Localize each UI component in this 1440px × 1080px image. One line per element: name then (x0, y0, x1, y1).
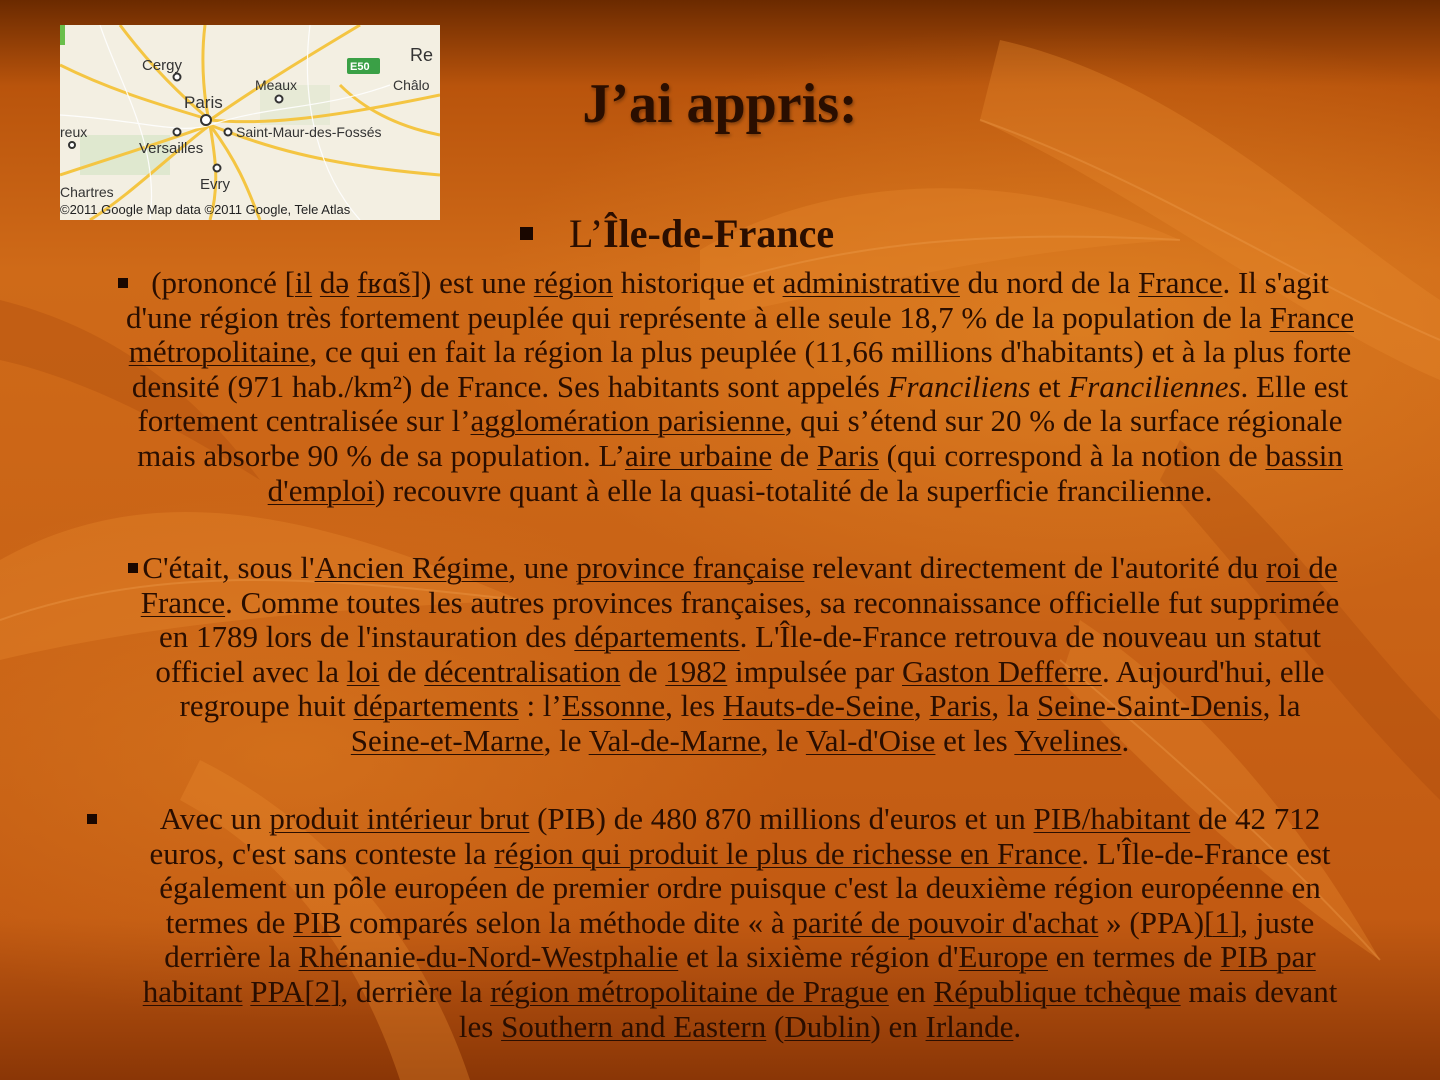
text: Avec un (159, 801, 270, 836)
paragraph-history (140, 551, 1340, 759)
map-attribution: ©2011 Google Map data ©2011 Google, Tele Atlas (60, 202, 351, 217)
link[interactable]: loi (346, 653, 380, 689)
text: et la sixième région d' (678, 939, 959, 975)
link[interactable]: Seine-et-Marne (350, 722, 544, 758)
link[interactable]: də (319, 265, 350, 300)
map-label: Paris (184, 93, 223, 112)
link[interactable]: PIB (293, 904, 342, 940)
italic-text: Franciliennes (1068, 368, 1241, 404)
text: , le (760, 722, 806, 758)
map-label: Cergy (142, 57, 183, 74)
text: de 42 712 euros, c'est sans conteste la (149, 801, 1321, 871)
link[interactable]: Europe (958, 939, 1048, 975)
link[interactable]: Gaston Defferre (902, 653, 1103, 689)
link[interactable]: France métropolitaine (128, 299, 1354, 370)
text: de (772, 437, 817, 473)
map-label: Saint-Maur-des-Fossés (236, 124, 382, 140)
text: en (888, 973, 934, 1009)
text: . Il s'agit d'une région très fortement peuplée qui représente à elle seule 18,7 % de la population de la (126, 265, 1329, 335)
link[interactable]: région qui produit le plus de richesse en France (494, 835, 1082, 871)
map-label: Versailles (139, 140, 204, 157)
link[interactable]: Paris (929, 688, 992, 724)
slide-title: J’ai appris: (582, 73, 858, 135)
text: » (PPA) (1098, 904, 1205, 940)
link[interactable]: PIB par habitant (142, 939, 1316, 1009)
text: du nord de la (959, 265, 1139, 300)
italic-text: Franciliens (887, 368, 1031, 404)
text: , les (665, 688, 723, 724)
map-label: Evry (200, 176, 230, 193)
text: ( (766, 1008, 785, 1044)
link[interactable]: départements (574, 619, 740, 655)
text (349, 265, 357, 300)
link[interactable]: [2] (304, 973, 341, 1009)
text: de (620, 653, 666, 689)
text: et les (935, 722, 1015, 758)
text: historique et (612, 265, 783, 300)
link[interactable]: Ancien Régime (314, 550, 509, 585)
link[interactable]: 1982 (665, 653, 728, 689)
bullet-icon (128, 563, 138, 573)
link[interactable]: région (533, 265, 613, 300)
text: , qui s’étend sur 20 % de la surface régionale mais absorbe 90 % de sa population. L’ (137, 403, 1343, 473)
link[interactable]: il (294, 265, 313, 300)
link[interactable]: France (1138, 265, 1223, 300)
link[interactable]: Rhénanie-du-Nord-Westphalie (298, 939, 679, 975)
text: ]) est une (410, 265, 534, 300)
text: . (1121, 722, 1130, 758)
link[interactable]: Seine-Saint-Denis (1037, 688, 1263, 724)
link[interactable]: Hauts-de-Seine (722, 688, 914, 724)
link[interactable]: République tchèque (933, 973, 1181, 1009)
link[interactable]: départements (353, 688, 519, 724)
text: . Aujourd'hui, elle regroupe huit (179, 653, 1325, 724)
text: en termes de (1047, 939, 1221, 975)
link[interactable]: PIB/habitant (1033, 801, 1191, 836)
text: ) recouvre quant à elle la quasi-totalité de la superficie francilienne. (374, 472, 1213, 508)
text: (prononcé [ (151, 265, 295, 300)
text: mais devant les (458, 973, 1338, 1044)
paragraph-economy (140, 802, 1340, 1044)
link[interactable]: Dublin (784, 1008, 871, 1044)
text: . L'Île-de-France retrouva de nouveau un statut officiel avec la (155, 619, 1322, 689)
text: . Elle est fortement centralisée sur l’ (137, 368, 1349, 439)
text (312, 265, 320, 300)
link[interactable]: PPA (250, 973, 305, 1009)
link[interactable]: agglomération parisienne (470, 403, 785, 439)
subheading (520, 210, 834, 257)
map-label: Re (410, 45, 434, 65)
link[interactable]: roi de France (140, 550, 1338, 620)
text: C'était, sous l' (142, 550, 315, 585)
link[interactable]: [1] (1204, 904, 1241, 940)
text: , derrière la (340, 973, 491, 1009)
text: , le (543, 722, 589, 758)
link[interactable]: région métropolitaine de Prague (490, 973, 889, 1009)
text: , (913, 688, 930, 724)
text: ) en (870, 1008, 926, 1044)
link[interactable]: administrative (782, 265, 960, 300)
link[interactable]: Irlande (925, 1008, 1014, 1044)
text: , juste derrière la (164, 904, 1315, 975)
link[interactable]: province française (576, 550, 805, 585)
text: , la (991, 688, 1037, 724)
text: (qui correspond à la notion de (878, 437, 1266, 473)
map-label: Meaux (255, 77, 298, 93)
link[interactable]: Southern and Eastern (501, 1008, 767, 1044)
text: : l’ (518, 688, 562, 724)
link[interactable]: parité de pouvoir d'achat (792, 904, 1099, 940)
subheading-title: Île-de-France (603, 211, 835, 256)
link[interactable]: Paris (816, 437, 879, 473)
text: . L'Île-de-France est également un pôle européen de premier ordre puisque c'est la deuxième région européenne en termes de (159, 835, 1331, 940)
bullet-icon (87, 814, 97, 824)
link[interactable]: bassin d'emploi (267, 437, 1343, 508)
text: impulsée par (727, 653, 903, 689)
link[interactable]: aire urbaine (624, 437, 773, 473)
text: comparés selon la méthode dite « à (341, 904, 793, 940)
text: relevant directement de l'autorité du (804, 550, 1267, 585)
link[interactable]: Essonne (561, 688, 666, 724)
map-label: reux (60, 124, 88, 140)
link[interactable]: Val-de-Marne (588, 722, 761, 758)
text: . Comme toutes les autres provinces françaises, sa reconnaissance officielle fut supprimée en 1789 lors de l'instauration des (158, 584, 1340, 655)
map-label: Chartres (60, 184, 114, 200)
link[interactable]: Val-d'Oise (805, 722, 936, 758)
text: , ce qui en fait la région la plus peuplée (11,66 millions d'habitants) et à la plus forte densité (971 hab./km²) de France. Ses habitants sont appelés (131, 334, 1352, 404)
text: de (379, 653, 425, 689)
text: . (1013, 1008, 1022, 1044)
map-label: E50 (350, 61, 370, 73)
bullet-icon (118, 278, 128, 288)
link[interactable]: Yvelines (1014, 722, 1122, 758)
link[interactable]: fʁɑ̃s (356, 265, 411, 300)
paragraph-pronunciation (120, 266, 1360, 508)
text: et (1030, 368, 1069, 404)
text: , la (1262, 688, 1301, 724)
map-label: Châlo (393, 77, 430, 93)
link[interactable]: produit intérieur brut (269, 801, 530, 836)
link[interactable]: décentralisation (424, 653, 621, 689)
text: (PIB) de 480 870 millions d'euros et un (529, 801, 1034, 836)
bullet-icon (520, 227, 533, 240)
paris-region-map (60, 25, 440, 220)
text: , une (508, 550, 577, 585)
subheading-prefix: L’ (569, 211, 604, 256)
